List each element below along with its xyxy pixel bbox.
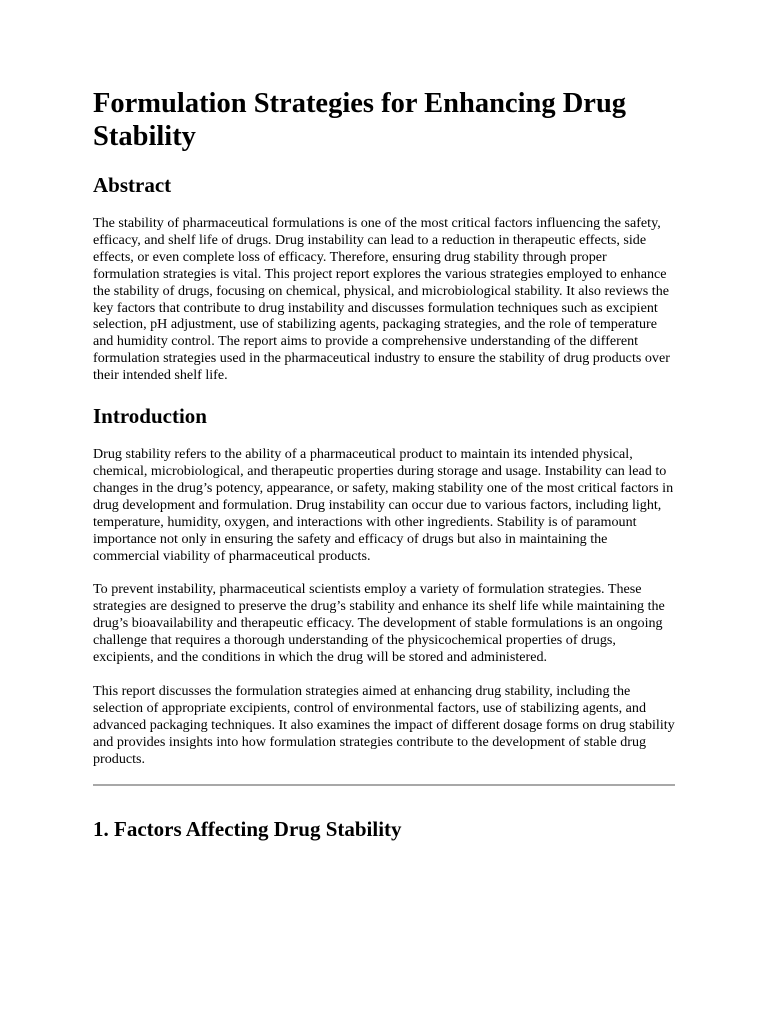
abstract-heading: Abstract bbox=[93, 173, 172, 197]
introduction-paragraph-2: To prevent instability, pharmaceutical scientists employ a variety of formulation strategies. These strategies are designed to preserve the drug’s stability and enhance its shelf life while maintaining the drug’s bioavailability and therapeutic efficacy. The development of stable formulations is an ongoing challenge that requires a thorough understanding of the physicochemical properties of drugs, excipients, and the conditions in which the drug will be stored and administered. bbox=[93, 581, 665, 666]
introduction-paragraph-1: Drug stability refers to the ability of a pharmaceutical product to maintain its intended physical, chemical, microbiological, and therapeutic properties during storage and usage. Instability can lead to changes in the drug’s potency, appearance, or safety, making stability one of the most critical factors in drug development and formulation. Drug instability can occur due to various factors, including light, temperature, humidity, oxygen, and interactions with other ingredients. Stability is of paramount importance not only in ensuring the safety and efficacy of drugs but also in maintaining the commercial viability of pharmaceutical products. bbox=[93, 446, 674, 564]
section-divider bbox=[93, 784, 675, 786]
introduction-paragraph-3: This report discusses the formulation strategies aimed at enhancing drug stability, including the selection of appropriate excipients, control of environmental factors, use of stabilizing agents, and advanced packaging techniques. It also examines the impact of different dosage forms on drug stability and provides insights into how formulation strategies contribute to the development of stable drug products. bbox=[93, 682, 675, 767]
section-1-heading: 1. Factors Affecting Drug Stability bbox=[93, 817, 402, 842]
document-title: Formulation Strategies for Enhancing Drug Stability bbox=[93, 88, 627, 152]
document-page bbox=[93, 87, 675, 842]
abstract-paragraph: The stability of pharmaceutical formulations is one of the most critical factors influencing the safety, efficacy, and shelf life of drugs. Drug instability can lead to a reduction in therapeutic effects, side effects, or even complete loss of efficacy. Therefore, ensuring drug stability through proper formulation strategies is vital. This project report explores the various strategies employed to enhance the stability of drugs, focusing on chemical, physical, and microbiological stability. It also reviews the key factors that contribute to drug instability and discusses formulation techniques such as excipient selection, pH adjustment, use of stabilizing agents, packaging strategies, and the role of temperature and humidity control. The report aims to provide a comprehensive understanding of the different formulation strategies used in the pharmaceutical industry to ensure the stability of drug products over their intended shelf life. bbox=[93, 215, 670, 384]
introduction-heading: Introduction bbox=[93, 404, 207, 429]
